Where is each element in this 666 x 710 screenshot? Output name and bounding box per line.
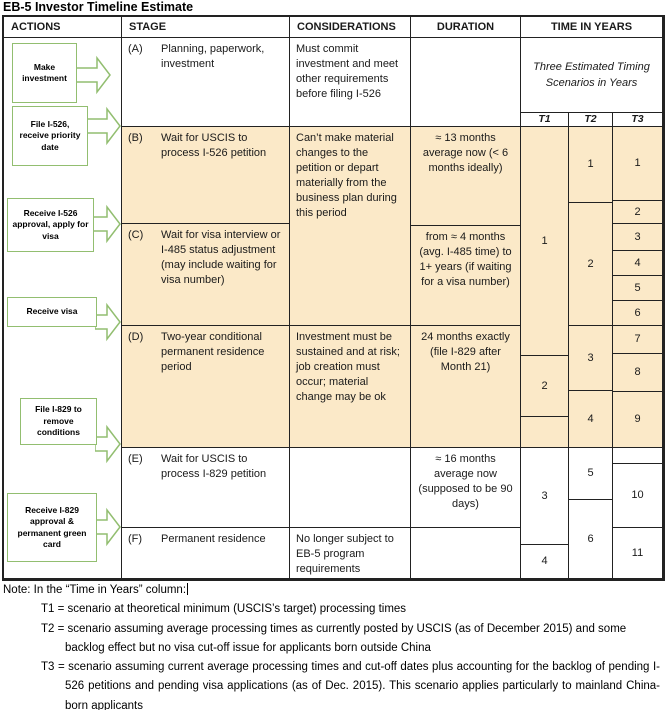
scenarios-note-cell: Three Estimated Timing Scenarios in Years [521,38,663,113]
t2-year-cell: 6 [569,500,613,579]
action-label: Receive I-829 approval & permanent green card [17,504,87,549]
footnote-block [3,581,660,710]
t3-year-cell: 6 [613,301,663,326]
stage-id-d: (D) [128,331,144,343]
action-box-receive-i829-approval [7,493,97,562]
stage-cell-b [122,127,290,224]
right-arrow-icon [86,106,122,146]
t3-year-cell: 2 [613,201,663,224]
t3-year-cell: 5 [613,276,663,301]
considerations-cell-bc: Can’t make material changes to the petition or depart materially from the business plan during this period [290,127,411,326]
stage-id-f: (F) [128,533,143,545]
column-header-time-in-years: TIME IN YEARS [521,17,663,38]
stage-id-e: (E) [128,453,143,465]
right-arrow-icon [75,55,112,95]
timeline-table [3,16,664,580]
t2-year-cell: 5 [569,448,613,500]
considerations-cell-e [290,448,411,528]
t3-year-cell [613,448,663,464]
action-box-file-i829 [20,398,97,445]
action-label: Receive visa [26,306,78,317]
t3-year-cell: 10 [613,464,663,528]
stage-id-c: (C) [128,229,144,241]
duration-cell-e: ≈ 16 months average now (supposed to be 90 days) [411,448,521,528]
duration-cell-c: from ≈ 4 months (avg. I-485 time) to 1+ years (if waiting for a visa number) [411,226,521,326]
action-box-receive-visa [7,297,97,327]
t3-year-cell: 11 [613,528,663,579]
stage-cell-d [122,326,290,448]
footnote-intro-text: Note: In the “Time in Years” column: [3,584,187,596]
action-label: File I-526, receive priority date [19,118,81,152]
action-box-file-i526 [12,106,88,166]
column-header-actions: ACTIONS [4,17,122,38]
stage-cell-c [122,224,290,326]
footnote-t3: T3 = scenario assuming current average processing times and cut-off dates plus accounting for the backlog of pending I-526 petitions and pending visa applications (as of Dec. 2015). This scenario applies particularly to mainland China-born applicants [41,661,660,710]
stage-text-c: Wait for visa interview or I-485 status adjustment (may include waiting for visa number) [161,229,281,286]
footnote-t1: T1 = scenario at theoretical minimum (USCIS’s target) processing times [41,603,407,616]
duration-cell-a [411,38,521,127]
right-arrow-icon [95,424,122,464]
stage-id-a: (A) [128,43,143,55]
stage-text-e: Wait for USCIS to process I-829 petition [161,453,267,480]
action-label: File I-829 to remove conditions [35,404,82,438]
t3-year-cell: 7 [613,326,663,354]
t1-year-cell: 2 [521,356,569,417]
column-header-stage: STAGE [122,17,290,38]
t3-year-cell: 8 [613,354,663,392]
considerations-cell-d: Investment must be sustained and at risk; job creation must occur; material change may be ok [290,326,411,448]
considerations-cell-a: Must commit investment and meet other requirements before filing I-526 [290,38,411,127]
stage-text-b: Wait for USCIS to process I-526 petition [161,132,267,159]
footnote-intro [3,581,660,600]
text-cursor [187,583,188,595]
duration-cell-b: ≈ 13 months average now (< 6 months ideally) [411,127,521,226]
stage-cell-e [122,448,290,528]
column-header-duration: DURATION [411,17,521,38]
column-header-considerations: CONSIDERATIONS [290,17,411,38]
t3-year-cell: 3 [613,224,663,251]
t1-year-cell [521,417,569,448]
right-arrow-icon [95,302,122,342]
t2-year-cell: 3 [569,326,613,391]
duration-cell-d: 24 months exactly (file I-829 after Month 21) [411,326,521,448]
footnote-t2: T2 = scenario assuming average processing times as currently posted by USCIS (as of December 2015) and some backlog effect but no visa cut-off issue for applicants born outside China [41,622,627,654]
t2-year-cell: 4 [569,391,613,448]
t3-year-cell: 4 [613,251,663,276]
right-arrow-icon [95,507,122,547]
stage-id-b: (B) [128,132,143,144]
stage-text-d: Two-year conditional permanent residence period [161,331,265,373]
stage-cell-f [122,528,290,579]
t3-year-cell: 9 [613,392,663,448]
considerations-cell-f: No longer subject to EB-5 program requirements [290,528,411,579]
stage-text-f: Permanent residence [161,533,266,545]
right-arrow-icon [92,204,122,244]
subheader-t1: T1 [521,113,569,127]
page-title: EB-5 Investor Timeline Estimate [3,0,194,14]
action-box-make-investment [12,43,77,103]
subheader-t2: T2 [569,113,613,127]
t1-year-cell: 1 [521,127,569,356]
t1-year-cell: 3 [521,448,569,545]
t2-year-cell: 2 [569,203,613,326]
t2-year-cell: 1 [569,127,613,203]
action-label: Receive I-526 approval, apply for visa [12,207,89,241]
t1-year-cell: 4 [521,545,569,579]
stage-cell-a [122,38,290,127]
t3-year-cell: 1 [613,127,663,201]
duration-cell-f [411,528,521,579]
action-label: Make investment [22,61,67,83]
subheader-t3: T3 [613,113,663,127]
stage-text-a: Planning, paperwork, investment [161,43,265,70]
action-box-receive-i526-approval [7,198,94,252]
